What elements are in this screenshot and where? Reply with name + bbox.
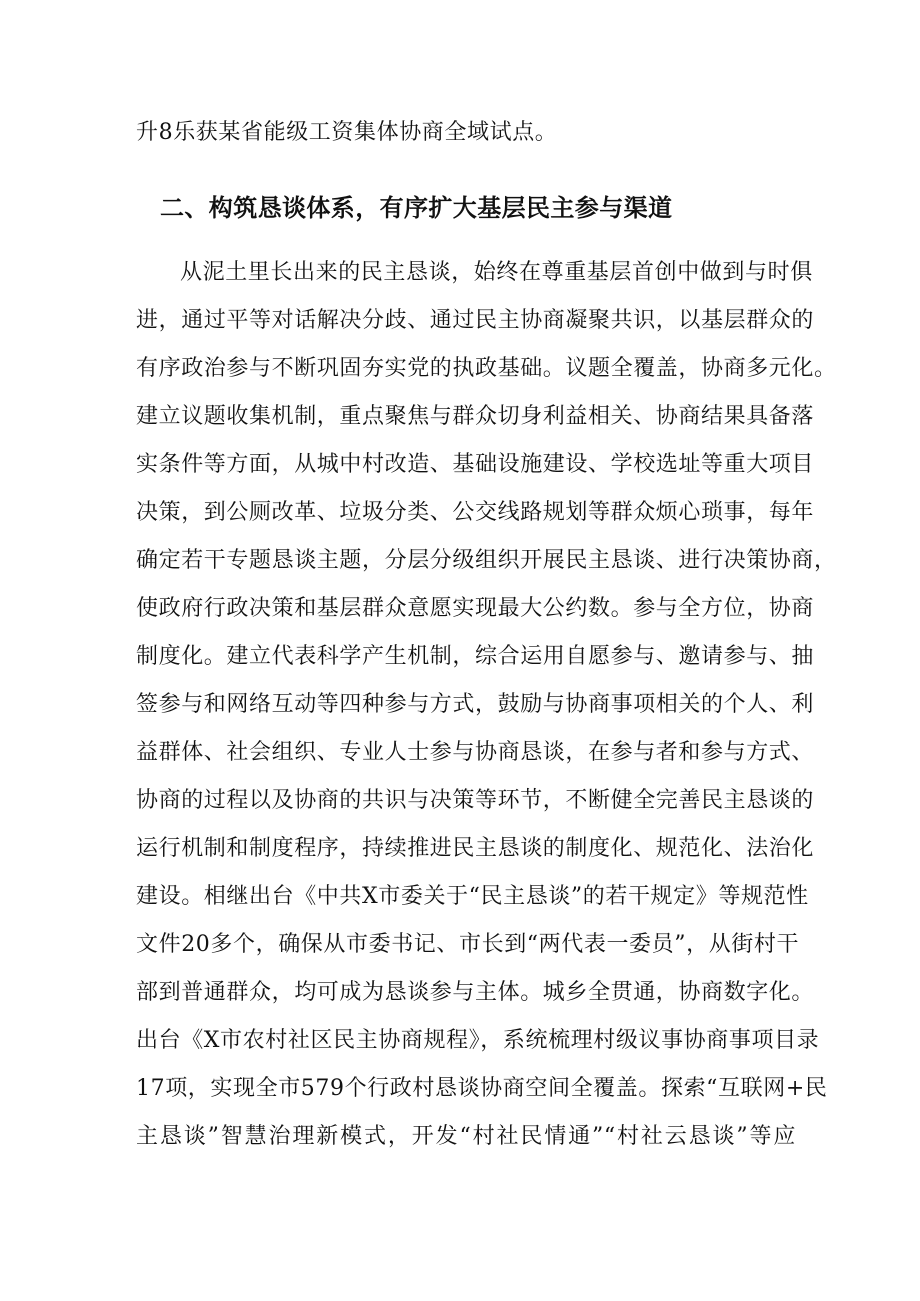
paragraph-line: 确定若干专题恳谈主题，分层分级组织开展民主恳谈、进行决策协商，: [136, 548, 837, 573]
paragraph-line: 协商的过程以及协商的共识与决策等环节，不断健全完善民主恳谈的: [136, 788, 815, 813]
paragraph-line: 17项，实现全市579个行政村恳谈协商空间全覆盖。探索“互联网+民: [136, 1076, 828, 1101]
paragraph-line: 运行机制和制度程序，持续推进民主恳谈的制度化、规范化、法治化: [136, 836, 815, 861]
paragraph-line: 文件20多个，确保从市委书记、市长到“两代表一委员”，从街村干: [136, 932, 800, 957]
paragraph-line: 益群体、社会组织、专业人士参与协商恳谈，在参与者和参与方式、: [136, 740, 815, 765]
paragraph-line: 制度化。建立代表科学产生机制，综合运用自愿参与、邀请参与、抽: [136, 644, 815, 669]
paragraph-line: 部到普通群众，均可成为恳谈参与主体。城乡全贯通，协商数字化。: [136, 980, 815, 1005]
paragraph-line: 签参与和网络互动等四种参与方式，鼓励与协商事项相关的个人、利: [136, 692, 815, 717]
paragraph-line: 建立议题收集机制，重点聚焦与群众切身利益相关、协商结果具备落: [136, 404, 815, 429]
section-heading: 二、构筑恳谈体系，有序扩大基层民主参与渠道: [160, 194, 673, 222]
paragraph-line: 使政府行政决策和基层群众意愿实现最大公约数。参与全方位，协商: [136, 596, 815, 621]
paragraph-line: 主恳谈”智慧治理新模式，开发“村社民情通”“村社云恳谈”等应: [136, 1124, 796, 1149]
paragraph-line: 实条件等方面，从城中村改造、基础设施建设、学校选址等重大项目: [136, 452, 815, 477]
paragraph-line: 从泥土里长出来的民主恳谈，始终在尊重基层首创中做到与时俱: [180, 260, 813, 285]
paragraph-line: 出台《X市农村社区民主协商规程》，系统梳理村级议事协商事项目录: [136, 1028, 820, 1053]
top-line: 升8乐获某省能级工资集体协商全域试点。: [136, 120, 558, 145]
paragraph-line: 建设。相继出台《中共X市委关于“民主恳谈”的若干规定》等规范性: [136, 884, 809, 909]
paragraph-line: 决策，到公厕改革、垃圾分类、公交线路规划等群众烦心琐事，每年: [136, 500, 815, 525]
paragraph-line: 进，通过平等对话解决分歧、通过民主协商凝聚共识，以基层群众的: [136, 308, 815, 333]
paragraph-line: 有序政治参与不断巩固夯实党的执政基础。议题全覆盖，协商多元化。: [136, 356, 837, 381]
